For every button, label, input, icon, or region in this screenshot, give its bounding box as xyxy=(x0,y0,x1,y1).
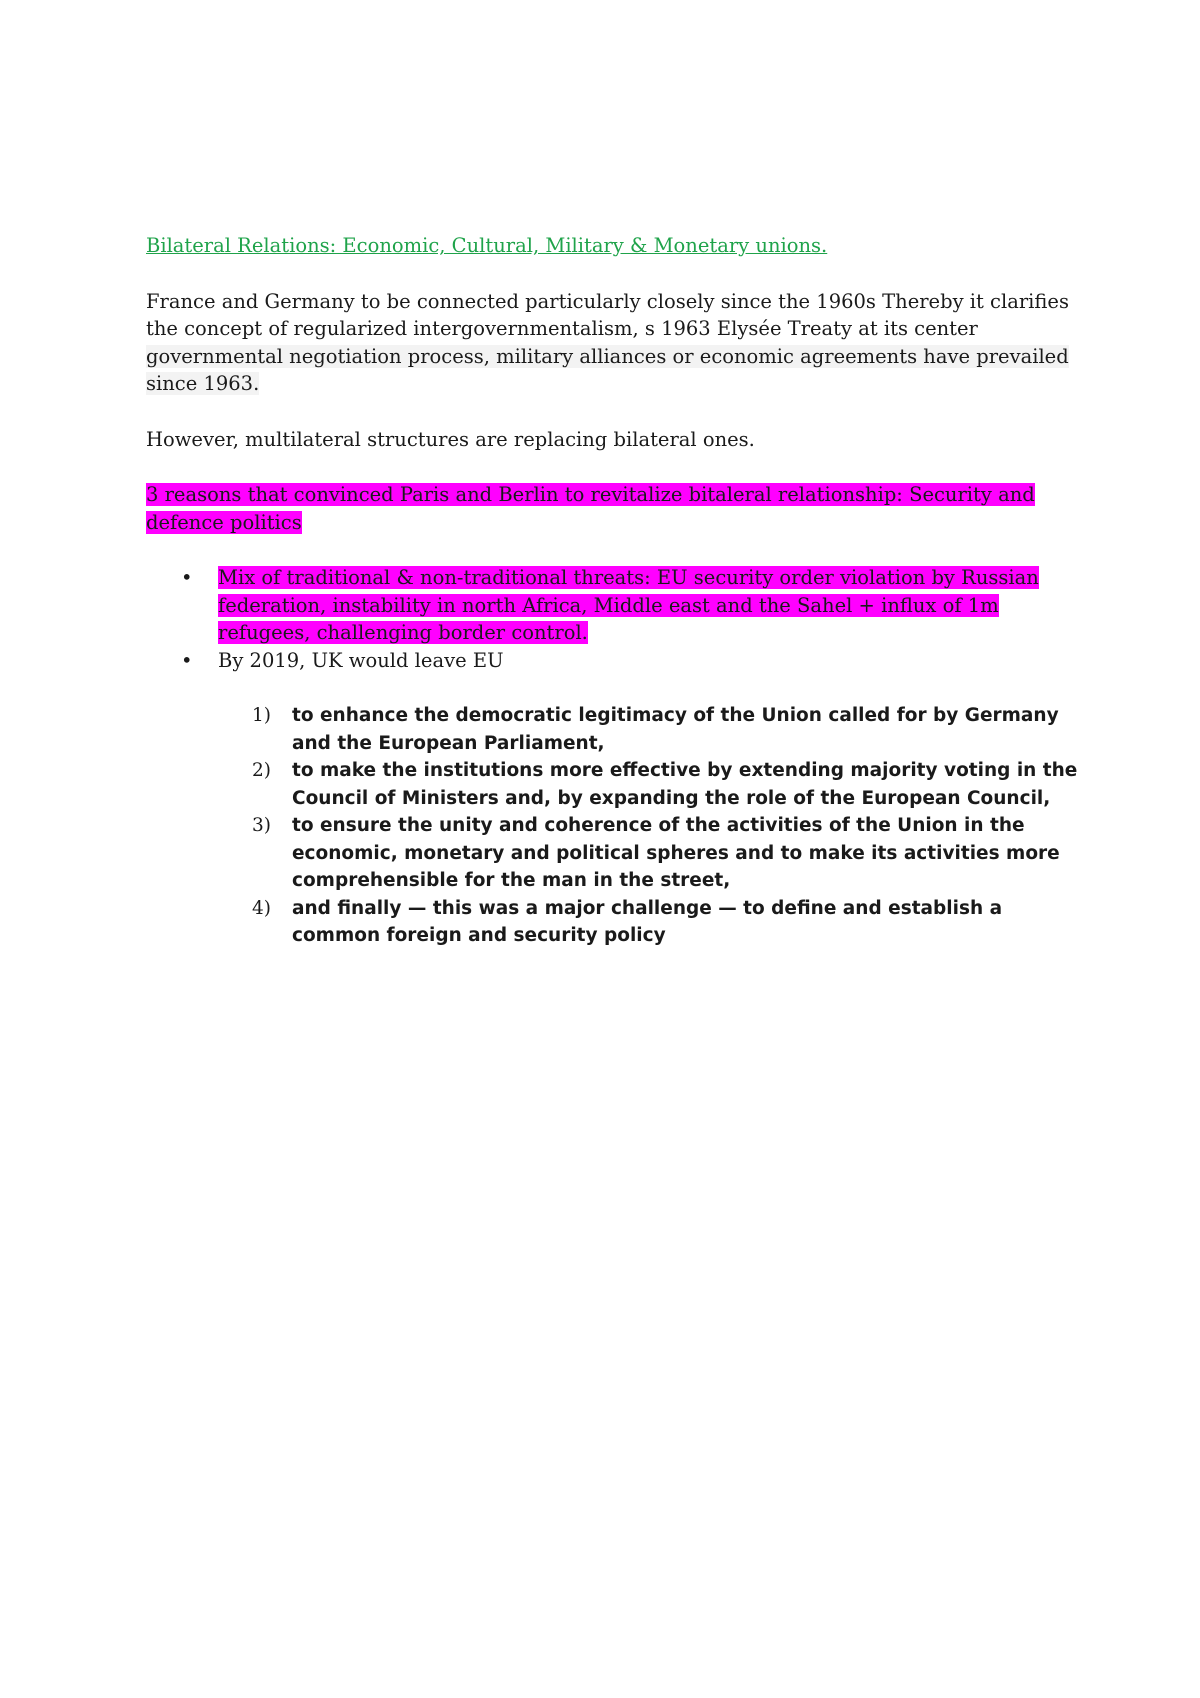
numbered-text: and finally — this was a major challenge — to define and establish a common foreign and security policy xyxy=(292,897,1003,946)
bullet-item xyxy=(146,647,1086,675)
bullet-marker: • xyxy=(181,648,193,672)
bullet-text: By 2019, UK would leave EU xyxy=(218,648,504,672)
reasons-paragraph xyxy=(146,481,1086,536)
numbered-text: to ensure the unity and coherence of the activities of the Union in the economic, monetary and political spheres and to make its activities more comprehensible for the man in the street, xyxy=(292,815,1060,891)
bullet-marker: • xyxy=(181,566,193,589)
document-page xyxy=(146,232,1086,950)
document-heading: Bilateral Relations: Economic, Cultural, Military & Monetary unions. xyxy=(146,234,828,257)
intro-paragraph-part-1: France and Germany to be connected particularly closely since the 1960s Thereby it clarifies the concept of regularized intergovernmentalism, s 1963 Elysée Treaty at its center xyxy=(146,289,1069,340)
numbered-item xyxy=(146,812,1086,895)
highlighted-text: 3 reasons that convinced Paris and Berlin to revitalize bitaleral relationship: Security and defence politics xyxy=(146,483,1035,534)
numbered-item xyxy=(146,757,1086,812)
bullet-text-highlighted: Mix of traditional & non-traditional threats: EU security order violation by Russian federation, instability in north Africa, Middle east and the Sahel + influx of 1m refugees, challenging border control. xyxy=(218,566,1039,644)
numbered-text: to enhance the democratic legitimacy of the Union called for by Germany and the European Parliament, xyxy=(292,705,1059,754)
numbered-marker: 1) xyxy=(252,705,271,726)
intro-paragraph xyxy=(146,288,1086,398)
numbered-marker: 4) xyxy=(252,897,271,919)
bullet-list xyxy=(146,564,1086,674)
intro-paragraph-part-2: governmental negotiation process, military alliances or economic agreements have prevailed since 1963. xyxy=(146,344,1069,395)
numbered-item xyxy=(146,895,1086,950)
bullet-item xyxy=(146,564,1086,647)
numbered-text: to make the institutions more effective by extending majority voting in the Council of Ministers and, by expanding the role of the European Council, xyxy=(292,760,1078,809)
numbered-list xyxy=(146,702,1086,950)
numbered-marker: 3) xyxy=(252,815,271,836)
numbered-item xyxy=(146,702,1086,757)
numbered-marker: 2) xyxy=(252,760,271,781)
multilateral-paragraph: However, multilateral structures are replacing bilateral ones. xyxy=(146,427,755,451)
